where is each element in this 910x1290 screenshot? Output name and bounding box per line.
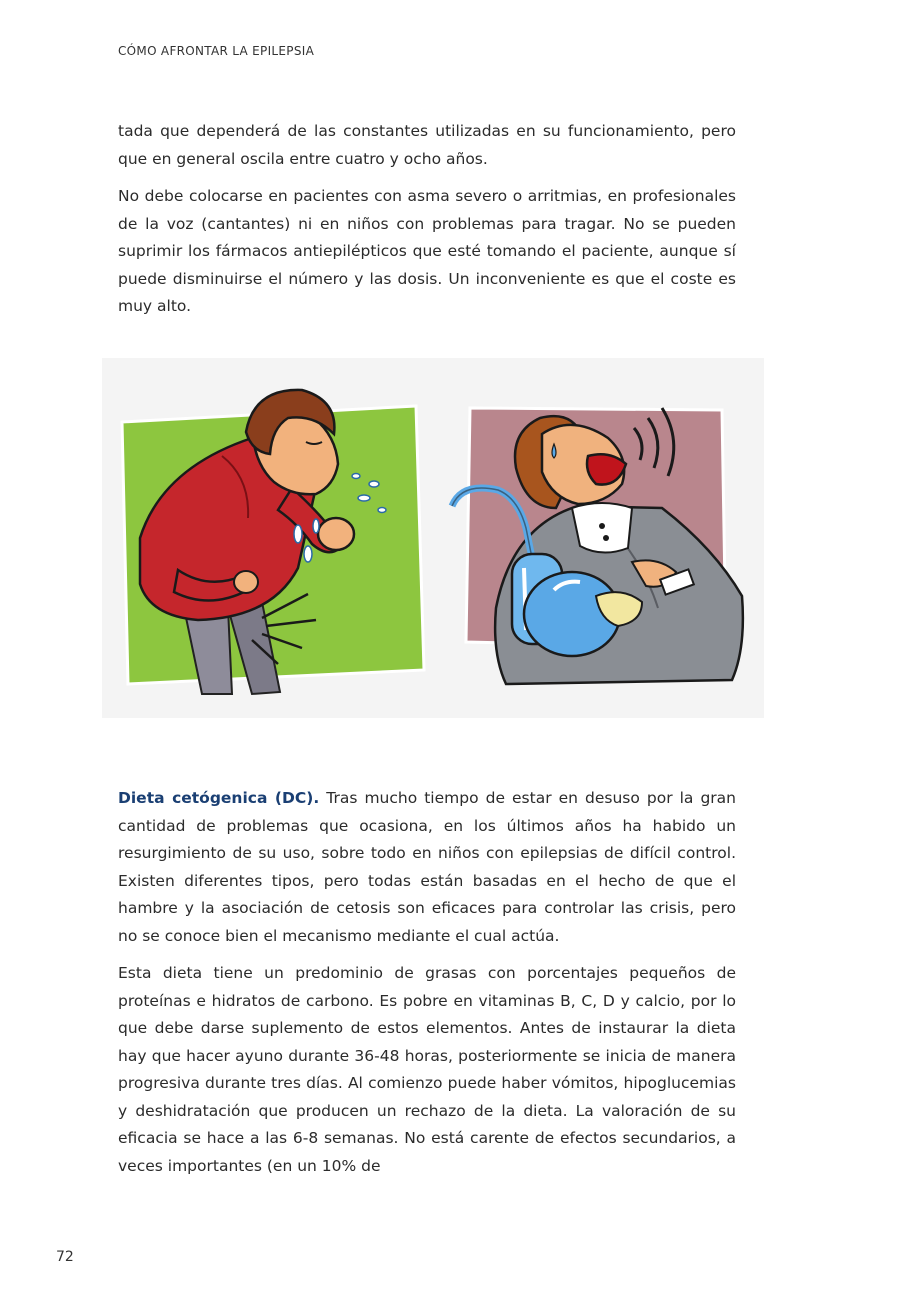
top-text-block bbox=[118, 118, 736, 331]
illustration bbox=[102, 358, 764, 718]
man-fist bbox=[318, 518, 354, 550]
illustration-svg bbox=[102, 358, 764, 718]
paragraph: Esta dieta tiene un predominio de grasas con porcentajes pequeños de proteínas e hidratos de carbono. Es pobre en vitaminas B, C, D y calcio, por lo que debe darse suplemento de estos elementos. Antes de instaurar la dieta hay que hacer ayuno durante 36-48 horas, posteriormente se inicia de manera progresiva durante tres días. Al comienzo puede haber vómitos, hipoglucemias y deshidratación que producen un rechazo de la dieta. La valoración de su eficacia se hace a las 6-8 semanas. No está carente de efectos secundarios, a veces importantes (en un 10% de bbox=[118, 964, 736, 1175]
bottom-text-block bbox=[118, 785, 736, 1190]
section-term: Dieta cetógenica (DC). bbox=[118, 789, 320, 807]
paragraph bbox=[118, 785, 736, 950]
coughing-man-panel bbox=[122, 390, 424, 694]
running-header: CÓMO AFRONTAR LA EPILEPSIA bbox=[118, 44, 315, 58]
man-hand-belly bbox=[234, 571, 258, 593]
page-number: 72 bbox=[56, 1249, 74, 1265]
paragraph: No debe colocarse en pacientes con asma severo o arritmias, en profesionales de la voz (cantantes) ni en niños con problemas para tragar. No se pueden suprimir los fármacos antiepilépticos que esté tomando el paciente, aunque sí puede disminuirse el número y las dosis. Un inconveniente es que el coste es muy alto. bbox=[118, 187, 736, 315]
paragraph: tada que dependerá de las constantes utilizadas en su funcionamiento, pero que en general oscila entre cuatro y ocho años. bbox=[118, 122, 736, 168]
tear-drop bbox=[552, 444, 556, 458]
paragraph-text: Tras mucho tiempo de estar en desuso por la gran cantidad de problemas que ocasiona, en los últimos años ha habido un resurgimiento de su uso, sobre todo en niños con epilepsias de difícil control. Existen diferentes tipos, pero todas están basadas en el hecho de que el hambre y la asociación de cetosis son eficaces para controlar las crisis, pero no se conoce bien el mecanismo mediante el cual actúa. bbox=[118, 789, 736, 945]
inhaler-woman-panel bbox=[452, 408, 743, 684]
